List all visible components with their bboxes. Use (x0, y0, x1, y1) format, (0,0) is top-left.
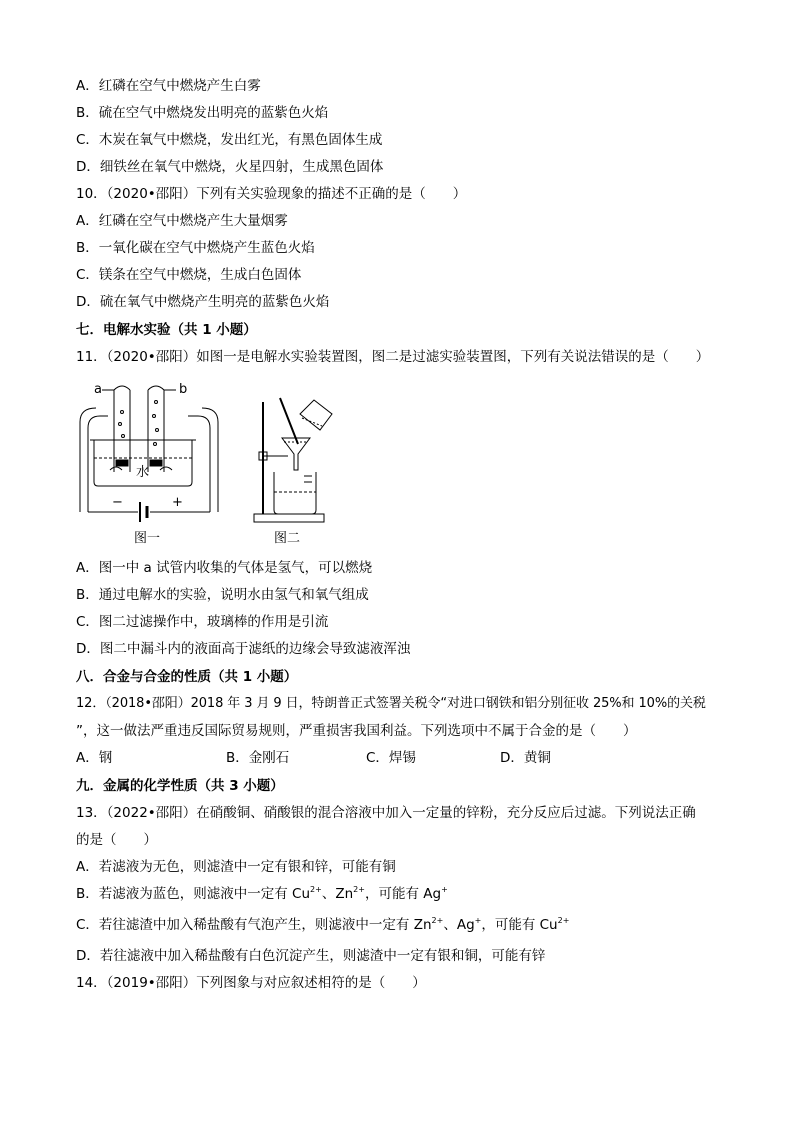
q13-option-b-text: B．若滤液为蓝色，则滤液中一定有 Cu (76, 886, 311, 902)
ion-charge: + (474, 916, 482, 925)
negative-terminal-label: − (112, 495, 123, 510)
q12-stem-line2: ”，这一做法严重违反国际贸易规则，严重损害我国利益。下列选项中不属于合金的是（ ） (76, 723, 637, 739)
q13-option-d: D．若往滤液中加入稀盐酸有白色沉淀产生，则滤渣中一定有银和铜，可能有锌 (76, 948, 546, 964)
water-label: 水 (136, 465, 150, 480)
q12-stem-line1: 12．（2018•邵阳）2018 年 3 月 9 日，特朗普正式签署关税令“对进口钢铁和铝分别征收 25%和 10%的关税 (76, 696, 706, 711)
q14-stem: 14．（2019•邵阳）下列图象与对应叙述相符的是（ ） (76, 975, 426, 991)
q13-stem-line1: 13．（2022•邵阳）在硝酸铜、硝酸银的混合溶液中加入一定量的锌粉，充分反应后过滤。下列说法正确 (76, 805, 696, 821)
q10-option-b: B．一氧化碳在空气中燃烧产生蓝色火焰 (76, 240, 315, 256)
q13-option-b-text: 、Zn (321, 886, 354, 902)
q11-option-c: C．图二过滤操作中，玻璃棒的作用是引流 (76, 614, 329, 630)
q12-option-d: D．黄铜 (500, 750, 551, 766)
q12-option-a: A．钢 (76, 750, 113, 766)
q13-option-c-text: 、Ag (443, 917, 475, 933)
q13-stem-line2: 的是（ ） (76, 832, 157, 848)
ion-charge: 2+ (353, 885, 365, 894)
tube-b-label: b (179, 382, 188, 397)
q12-option-c: C．焊锡 (366, 750, 416, 766)
q9-option-b: B．硫在空气中燃烧发出明亮的蓝紫色火焰 (76, 105, 329, 121)
section-title-8: 八．合金与合金的性质（共 1 小题） (76, 669, 298, 685)
q9-option-c: C．木炭在氧气中燃烧，发出红光，有黑色固体生成 (76, 132, 383, 148)
ion-charge: 2+ (431, 916, 444, 925)
q11-option-a: A．图一中 a 试管内收集的气体是氢气，可以燃烧 (76, 560, 373, 576)
q11-figure (76, 372, 336, 552)
q12-option-b: B．金刚石 (226, 750, 290, 766)
q13-option-b-text: ，可能有 Ag (364, 886, 442, 902)
q13-option-a: A．若滤液为无色，则滤渣中一定有银和锌，可能有铜 (76, 859, 396, 875)
tube-a-label: a (94, 382, 102, 397)
q11-option-d: D．图二中漏斗内的液面高于滤纸的边缘会导致滤液浑浊 (76, 641, 411, 657)
figure-2-caption: 图二 (274, 531, 301, 546)
q13-option-c-text: C．若往滤渣中加入稀盐酸有气泡产生，则滤液中一定有 Zn (76, 917, 432, 933)
q13-option-c (76, 915, 569, 935)
section-title-9: 九．金属的化学性质（共 3 小题） (76, 778, 284, 794)
q11-stem: 11．（2020•邵阳）如图一是电解水实验装置图，图二是过滤实验装置图，下列有关说法错误的是（ ） (76, 349, 710, 365)
q10-option-a: A．红磷在空气中燃烧产生大量烟雾 (76, 213, 288, 229)
filtration-apparatus (254, 398, 332, 522)
q10-option-c: C．镁条在空气中燃烧，生成白色固体 (76, 267, 302, 283)
electrolysis-apparatus (80, 386, 218, 522)
figure-1-caption: 图一 (134, 531, 161, 546)
q11-option-b: B．通过电解水的实验，说明水由氢气和氧气组成 (76, 587, 369, 603)
ion-charge: 2+ (557, 916, 570, 925)
q9-option-a: A．红磷在空气中燃烧产生白雾 (76, 78, 261, 94)
q10-stem: 10．（2020•邵阳）下列有关实验现象的描述不正确的是（ ） (76, 186, 467, 202)
q13-option-b (76, 884, 448, 904)
ion-charge: 2+ (310, 885, 322, 894)
positive-terminal-label: + (172, 495, 183, 510)
section-title-7: 七．电解水实验（共 1 小题） (76, 322, 257, 338)
q9-option-d: D．细铁丝在氧气中燃烧，火星四射，生成黑色固体 (76, 159, 384, 175)
q13-option-c-text: ，可能有 Cu (481, 917, 558, 933)
ion-charge: + (441, 885, 448, 894)
q10-option-d: D．硫在氧气中燃烧产生明亮的蓝紫色火焰 (76, 294, 330, 310)
